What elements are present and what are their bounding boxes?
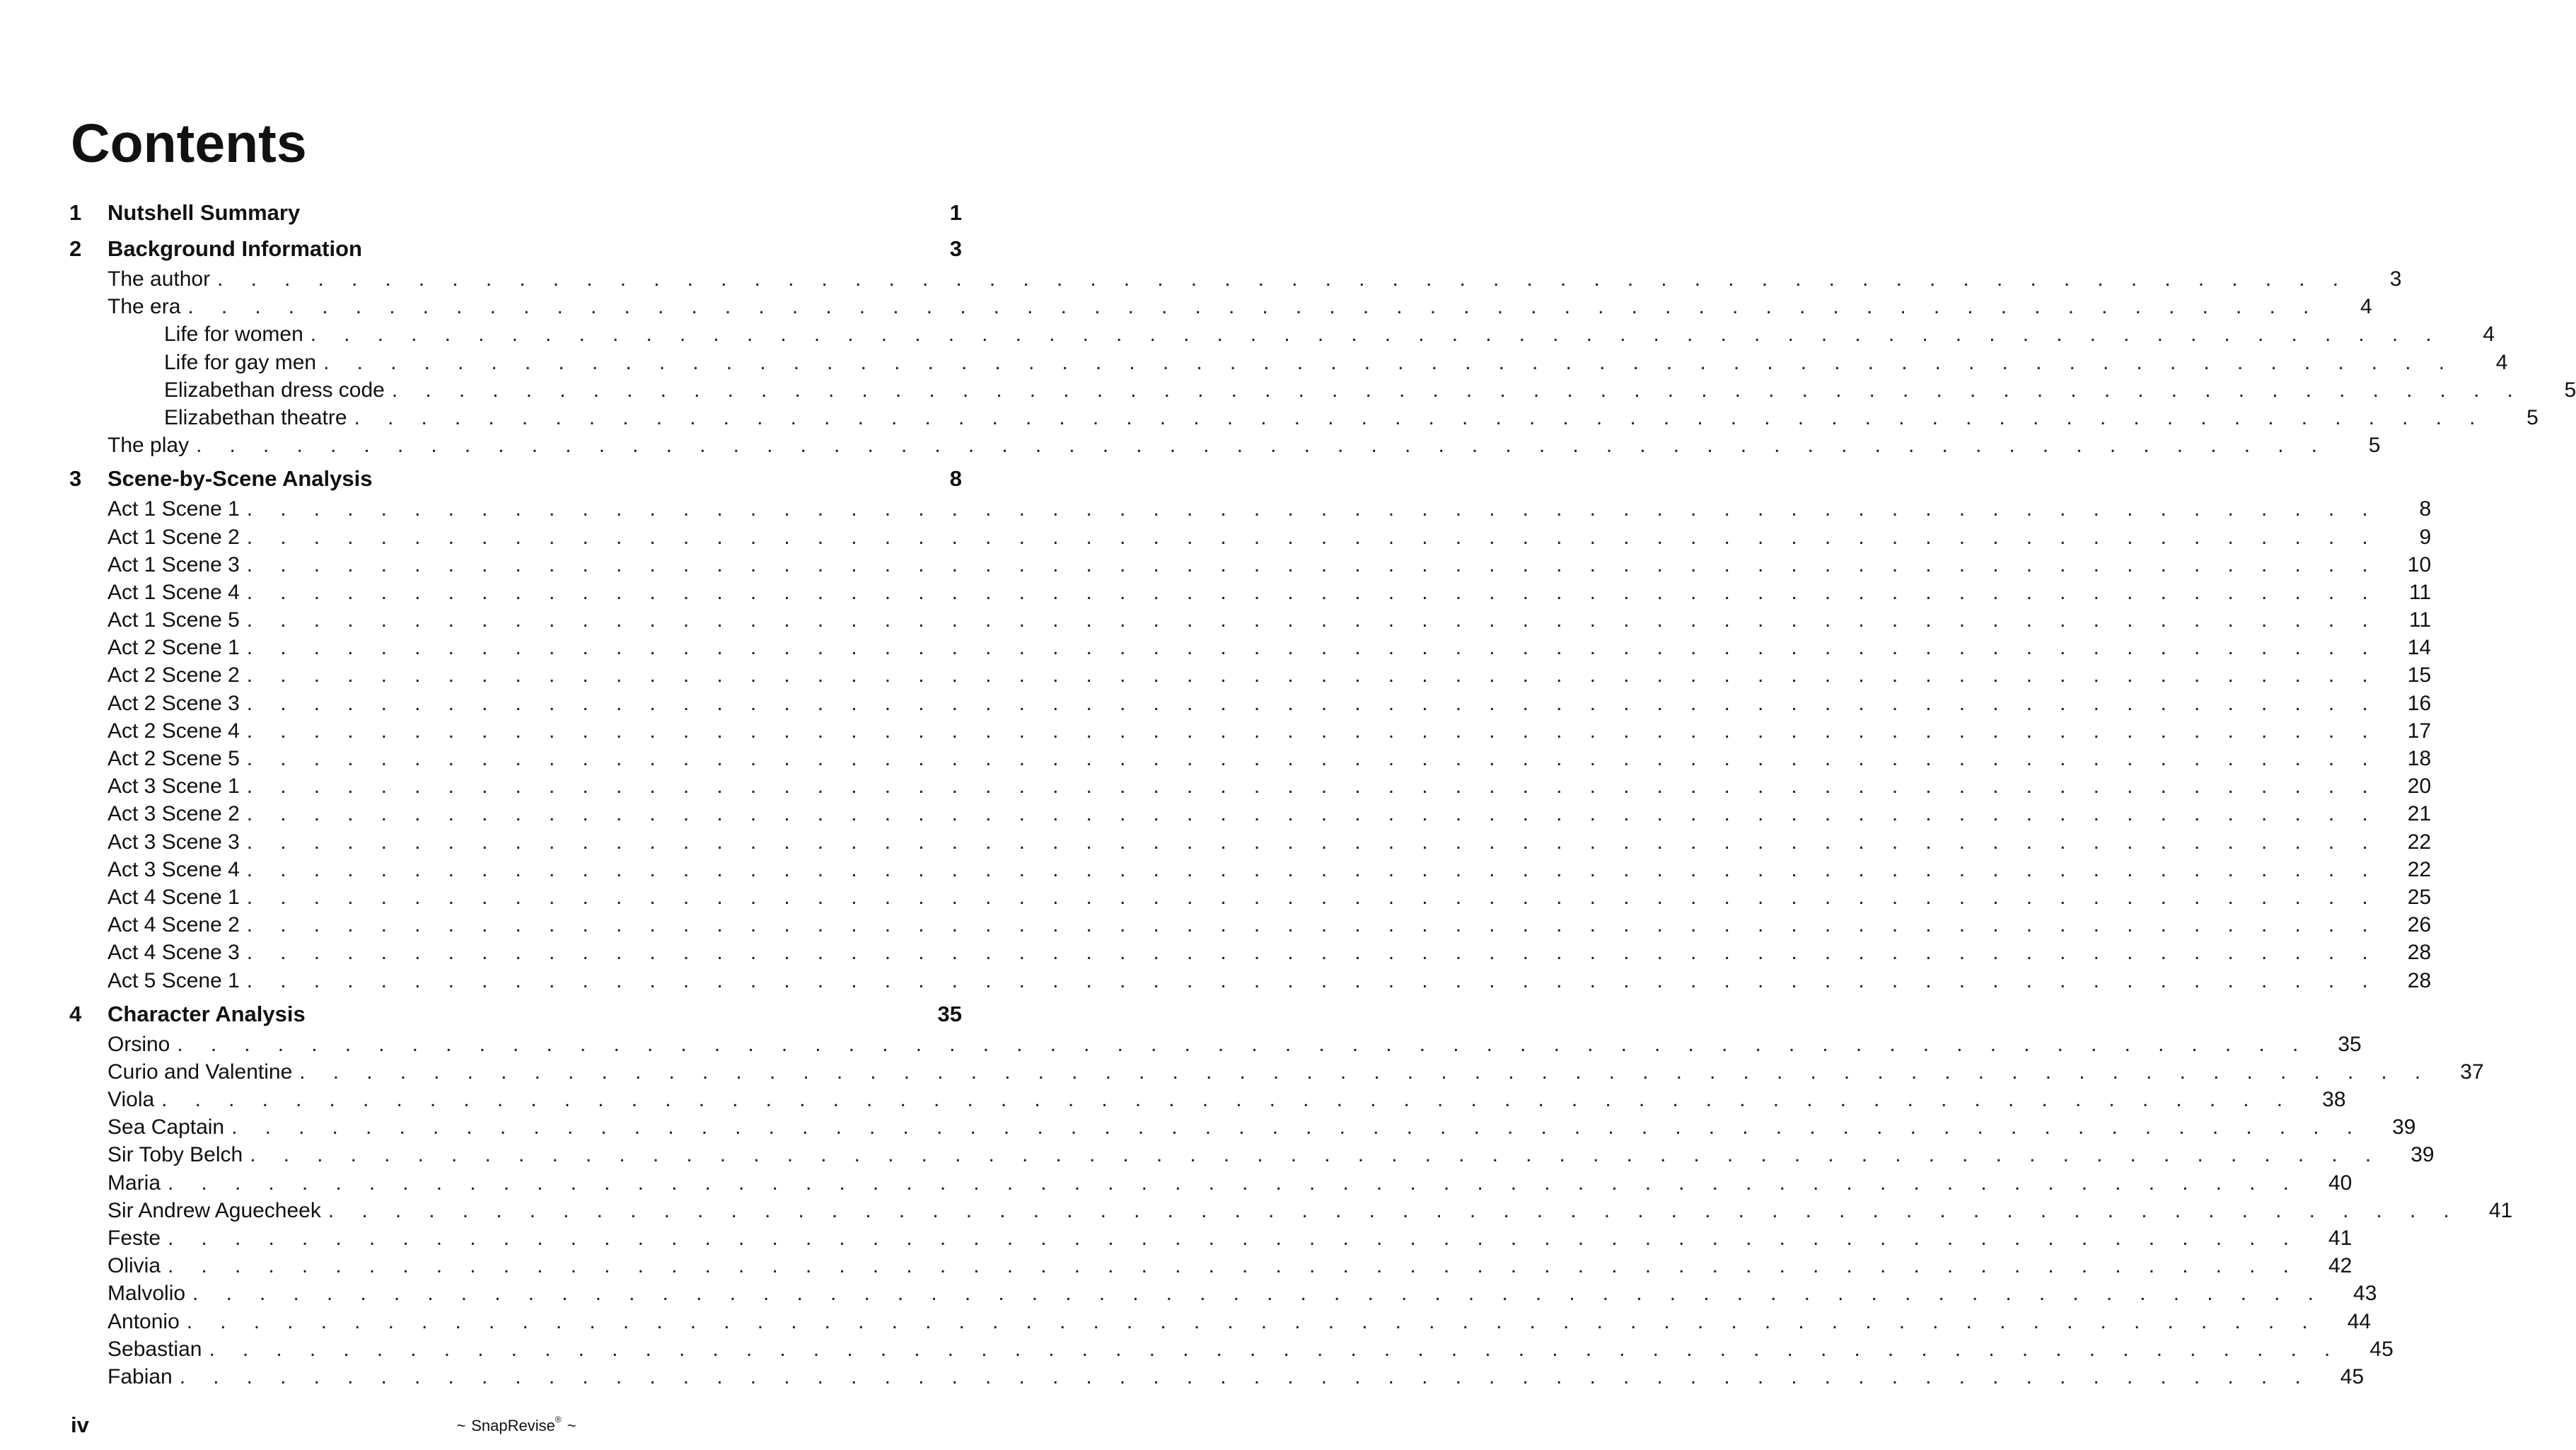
entry-title: Sir Andrew Aguecheek xyxy=(108,1198,321,1222)
toc-chapter xyxy=(69,1001,2513,1393)
dot-leader: . . . . . . . . . . . . . . . . . . . . . . . . . . . . . . . . . . . . . . . . . . . . . . . . . . . . . . . . . . . . . . . . xyxy=(299,1060,2432,1084)
toc-entry[interactable] xyxy=(69,968,2432,997)
entry-title: Act 3 Scene 3 xyxy=(108,830,240,854)
entry-page-number: 5 xyxy=(2368,434,2381,458)
entry-title: Act 4 Scene 2 xyxy=(108,913,240,937)
dot-leader: . . . . . . . . . . . . . . . . . . . . . . . . . . . . . . . . . . . . . . . . . . . . . . . . . . . . . . . . . . . . . . . . xyxy=(186,1309,2319,1333)
toc-entry[interactable] xyxy=(69,941,2432,968)
dot-leader: . . . . . . . . . . . . . . . . . . . . . . . . . . . . . . . . . . . . . . . . . . . . . . . . . . . . . . . . . . . . . . . . xyxy=(310,323,2443,347)
dot-leader: . . . . . . . . . . . . . . . . . . . . . . . . . . . . . . . . . . . . . . . . . . . . . . . . . . . . . . . . . . . . . . . . xyxy=(246,497,2379,521)
dot-leader: . . . . . . . . . . . . . . . . . . . . . . . . . . . . . . . . . . . . . . . . . . . . . . . . . . . . . . . . . . . . . . . . xyxy=(246,608,2379,632)
entry-title: Act 2 Scene 5 xyxy=(108,747,240,770)
entry-page-number: 22 xyxy=(2407,857,2432,881)
entry-title: Act 1 Scene 5 xyxy=(108,608,240,632)
registered-mark: ® xyxy=(555,1414,562,1425)
toc-entry[interactable] xyxy=(69,663,2432,691)
toc-entry[interactable] xyxy=(69,1060,2484,1088)
chapter-title: Background Information xyxy=(108,236,362,261)
entry-title: Life for women xyxy=(164,323,303,347)
entry-page-number: 17 xyxy=(2407,719,2432,743)
toc-chapter xyxy=(69,466,2432,996)
chapter-title: Nutshell Summary xyxy=(108,200,301,225)
entry-title: Act 4 Scene 1 xyxy=(108,885,240,909)
toc-entry[interactable] xyxy=(69,405,2539,434)
entry-page-number: 37 xyxy=(2460,1060,2484,1084)
entry-page-number: 8 xyxy=(2419,497,2432,521)
toc-entry[interactable] xyxy=(69,295,2372,323)
chapter-title: Character Analysis xyxy=(108,1001,306,1026)
entry-page-number: 4 xyxy=(2495,350,2508,374)
dot-leader: . . . . . . . . . . . . . . . . . . . . . . . . . . . . . . . . . . . . . . . . . . . . . . . . . . . . . . . . . . . . . . . . xyxy=(192,1282,2325,1306)
dot-leader: . . . . . . . . . . . . . . . . . . . . . . . . . . . . . . . . . . . . . . . . . . . . . . . . . . . . . . . . . . . . . . . . xyxy=(246,636,2379,660)
entry-title: Elizabethan dress code xyxy=(164,378,385,402)
brand-name: SnapRevise xyxy=(471,1417,555,1434)
entry-page-number: 10 xyxy=(2407,552,2432,576)
toc-entry[interactable] xyxy=(69,267,2402,295)
dot-leader: . . . . . . . . . . . . . . . . . . . . . . . . . . . . . . . . . . . . . . . . . . . . . . . . . . . . . . . . . . . . . . . . xyxy=(246,580,2379,604)
entry-title: Sea Captain xyxy=(108,1115,225,1139)
entry-page-number: 35 xyxy=(2338,1032,2362,1056)
entry-page-number: 11 xyxy=(2408,580,2432,604)
toc-entry[interactable] xyxy=(69,1309,2372,1338)
entry-title: Act 1 Scene 3 xyxy=(108,552,240,576)
entry-page-number: 38 xyxy=(2322,1088,2346,1112)
entry-title: Malvolio xyxy=(108,1282,186,1306)
toc-entry[interactable] xyxy=(69,552,2432,581)
toc-entry[interactable] xyxy=(69,1282,2377,1309)
entry-title: Elizabethan theatre xyxy=(164,405,347,429)
entry-page-number: 43 xyxy=(2353,1282,2377,1306)
entry-title: Act 3 Scene 4 xyxy=(108,857,240,881)
toc-entry[interactable] xyxy=(69,1032,2362,1060)
toc-entry[interactable] xyxy=(69,497,2432,525)
dot-leader: . . . . . . . . . . . . . . . . . . . . . . . . . . . . . . . . . . . . . . . . . . . . . . . . . . . . . . . . . . . . . . . . xyxy=(246,913,2379,937)
entry-title: Act 2 Scene 4 xyxy=(108,719,240,743)
dot-leader: . . . . . . . . . . . . . . . . . . . . . . . . . . . . . . . . . . . . . . . . . . . . . . . . . . . . . . . . . . . . . . . . xyxy=(209,1337,2341,1361)
toc-entry[interactable] xyxy=(69,719,2432,747)
dot-leader: . . . . . . . . . . . . . . . . . . . . . . . . . . . . . . . . . . . . . . . . . . . . . . . . . . . . . . . . . . . . . . . . xyxy=(246,968,2379,992)
chapter-page-number: 1 xyxy=(949,200,962,225)
entry-title: Act 5 Scene 1 xyxy=(108,968,240,992)
dot-leader: . . . . . . . . . . . . . . . . . . . . . . . . . . . . . . . . . . . . . . . . . . . . . . . . . . . . . . . . . . . . . . . . xyxy=(187,295,2320,319)
chapter-heading[interactable] xyxy=(69,236,962,267)
chapter-number: 1 xyxy=(69,200,82,225)
chapter-heading[interactable] xyxy=(69,466,962,497)
entry-page-number: 5 xyxy=(2526,405,2539,429)
toc-entry[interactable] xyxy=(69,608,2432,636)
entry-title: Act 3 Scene 1 xyxy=(108,775,240,799)
entry-title: Sebastian xyxy=(108,1337,202,1361)
entry-title: Feste xyxy=(108,1226,161,1250)
toc-entry[interactable] xyxy=(69,1088,2346,1115)
toc-chapter xyxy=(69,236,2576,461)
entry-page-number: 18 xyxy=(2407,747,2432,770)
entry-title: The play xyxy=(108,434,190,458)
entry-title: Sir Toby Belch xyxy=(108,1143,243,1167)
entry-page-number: 41 xyxy=(2328,1226,2352,1250)
dot-leader: . . . . . . . . . . . . . . . . . . . . . . . . . . . . . . . . . . . . . . . . . . . . . . . . . . . . . . . . . . . . . . . . xyxy=(217,267,2350,291)
toc-entry[interactable] xyxy=(69,350,2508,378)
toc-entry[interactable] xyxy=(69,434,2381,461)
dot-leader: . . . . . . . . . . . . . . . . . . . . . . . . . . . . . . . . . . . . . . . . . . . . . . . . . . . . . . . . . . . . . . . . xyxy=(327,1198,2461,1222)
toc-entry[interactable] xyxy=(69,1364,2365,1393)
entry-title: Antonio xyxy=(108,1309,180,1333)
entry-title: Curio and Valentine xyxy=(108,1060,293,1084)
entry-page-number: 28 xyxy=(2407,941,2432,965)
entry-page-number: 25 xyxy=(2407,885,2432,909)
entry-title: Fabian xyxy=(108,1364,173,1388)
toc-entry[interactable] xyxy=(69,1337,2394,1365)
dot-leader: . . . . . . . . . . . . . . . . . . . . . . . . . . . . . . . . . . . . . . . . . . . . . . . . . . . . . . . . . . . . . . . . xyxy=(246,857,2379,881)
dot-leader: . . . . . . . . . . . . . . . . . . . . . . . . . . . . . . . . . . . . . . . . . . . . . . . . . . . . . . . . . . . . . . . . xyxy=(323,350,2456,374)
entry-title: Act 4 Scene 3 xyxy=(108,941,240,965)
entry-title: Maria xyxy=(108,1171,161,1195)
toc-entry[interactable] xyxy=(69,885,2432,913)
dot-leader: . . . . . . . . . . . . . . . . . . . . . . . . . . . . . . . . . . . . . . . . . . . . . . . . . . . . . . . . . . . . . . . . xyxy=(246,941,2379,965)
entry-page-number: 21 xyxy=(2407,802,2432,826)
table-of-contents xyxy=(69,200,2576,1393)
dot-leader: . . . . . . . . . . . . . . . . . . . . . . . . . . . . . . . . . . . . . . . . . . . . . . . . . . . . . . . . . . . . . . . . xyxy=(246,552,2379,576)
dot-leader: . . . . . . . . . . . . . . . . . . . . . . . . . . . . . . . . . . . . . . . . . . . . . . . . . . . . . . . . . . . . . . . . xyxy=(246,747,2379,770)
toc-entry[interactable] xyxy=(69,1115,2416,1143)
entry-title: Act 1 Scene 1 xyxy=(108,497,240,521)
toc-entry[interactable] xyxy=(69,323,2495,350)
entry-page-number: 15 xyxy=(2407,663,2432,688)
toc-entry[interactable] xyxy=(69,913,2432,941)
toc-entry[interactable] xyxy=(69,378,2576,406)
toc-entry[interactable] xyxy=(69,691,2432,719)
tilde-left-glyph: ~ xyxy=(456,1417,466,1434)
chapter-number: 4 xyxy=(69,1001,82,1026)
entry-title: Olivia xyxy=(108,1254,161,1278)
entry-page-number: 42 xyxy=(2328,1254,2352,1278)
entry-title: The author xyxy=(108,267,211,291)
toc-entry[interactable] xyxy=(69,1198,2513,1226)
page-footer xyxy=(71,1413,962,1441)
dot-leader: . . . . . . . . . . . . . . . . . . . . . . . . . . . . . . . . . . . . . . . . . . . . . . . . . . . . . . . . . . . . . . . . xyxy=(179,1364,2312,1388)
dot-leader: . . . . . . . . . . . . . . . . . . . . . . . . . . . . . . . . . . . . . . . . . . . . . . . . . . . . . . . . . . . . . . . . xyxy=(246,802,2379,826)
entry-page-number: 4 xyxy=(2360,295,2372,319)
toc-entry[interactable] xyxy=(69,525,2432,553)
toc-entry[interactable] xyxy=(69,830,2432,858)
entry-page-number: 28 xyxy=(2407,968,2432,992)
entry-title: Act 3 Scene 2 xyxy=(108,802,240,826)
entry-page-number: 39 xyxy=(2410,1143,2435,1167)
entry-title: Act 2 Scene 1 xyxy=(108,636,240,660)
chapter-page-number: 8 xyxy=(949,466,962,492)
dot-leader: . . . . . . . . . . . . . . . . . . . . . . . . . . . . . . . . . . . . . . . . . . . . . . . . . . . . . . . . . . . . . . . . xyxy=(246,719,2379,743)
chapter-heading[interactable] xyxy=(69,200,962,231)
dot-leader: . . . . . . . . . . . . . . . . . . . . . . . . . . . . . . . . . . . . . . . . . . . . . . . . . . . . . . . . . . . . . . . . xyxy=(168,1254,2300,1278)
dot-leader: . . . . . . . . . . . . . . . . . . . . . . . . . . . . . . . . . . . . . . . . . . . . . . . . . . . . . . . . . . . . . . . . xyxy=(246,663,2379,688)
chapter-page-number: 35 xyxy=(937,1001,962,1026)
entry-title: Viola xyxy=(108,1088,155,1112)
toc-entry[interactable] xyxy=(69,580,2432,608)
dot-leader: . . . . . . . . . . . . . . . . . . . . . . . . . . . . . . . . . . . . . . . . . . . . . . . . . . . . . . . . . . . . . . . . xyxy=(161,1088,2294,1112)
entry-page-number: 26 xyxy=(2407,913,2432,937)
footer-brand xyxy=(71,1414,962,1435)
entry-page-number: 44 xyxy=(2347,1309,2372,1333)
chapter-title: Scene-by-Scene Analysis xyxy=(108,466,373,492)
entry-page-number: 4 xyxy=(2483,323,2495,347)
entry-title: Act 2 Scene 2 xyxy=(108,663,240,688)
dot-leader: . . . . . . . . . . . . . . . . . . . . . . . . . . . . . . . . . . . . . . . . . . . . . . . . . . . . . . . . . . . . . . . . xyxy=(168,1226,2300,1250)
dot-leader: . . . . . . . . . . . . . . . . . . . . . . . . . . . . . . . . . . . . . . . . . . . . . . . . . . . . . . . . . . . . . . . . xyxy=(246,691,2379,715)
dot-leader: . . . . . . . . . . . . . . . . . . . . . . . . . . . . . . . . . . . . . . . . . . . . . . . . . . . . . . . . . . . . . . . . xyxy=(391,378,2524,402)
toc-entry[interactable] xyxy=(69,1143,2435,1171)
entry-page-number: 41 xyxy=(2488,1198,2513,1222)
entry-page-number: 39 xyxy=(2392,1115,2416,1139)
toc-entry[interactable] xyxy=(69,775,2432,802)
toc-entry[interactable] xyxy=(69,1171,2352,1199)
entry-page-number: 5 xyxy=(2564,378,2576,402)
entry-title: Orsino xyxy=(108,1032,170,1056)
dot-leader: . . . . . . . . . . . . . . . . . . . . . . . . . . . . . . . . . . . . . . . . . . . . . . . . . . . . . . . . . . . . . . . . xyxy=(246,525,2379,549)
toc-chapter xyxy=(69,200,962,231)
entry-title: Life for gay men xyxy=(164,350,317,374)
dot-leader: . . . . . . . . . . . . . . . . . . . . . . . . . . . . . . . . . . . . . . . . . . . . . . . . . . . . . . . . . . . . . . . . xyxy=(246,830,2379,854)
entry-page-number: 11 xyxy=(2408,608,2432,632)
chapter-page-number: 3 xyxy=(949,236,962,261)
entry-page-number: 9 xyxy=(2419,525,2432,549)
entry-title: Act 1 Scene 4 xyxy=(108,580,240,604)
entry-page-number: 20 xyxy=(2407,775,2432,799)
entry-title: Act 2 Scene 3 xyxy=(108,691,240,715)
entry-page-number: 22 xyxy=(2407,830,2432,854)
entry-page-number: 40 xyxy=(2328,1171,2352,1195)
dot-leader: . . . . . . . . . . . . . . . . . . . . . . . . . . . . . . . . . . . . . . . . . . . . . . . . . . . . . . . . . . . . . . . . xyxy=(354,405,2486,429)
toc-entry[interactable] xyxy=(69,802,2432,830)
chapter-number: 3 xyxy=(69,466,82,492)
entry-page-number: 3 xyxy=(2389,267,2402,291)
entry-title: Act 1 Scene 2 xyxy=(108,525,240,549)
page-title: Contents xyxy=(71,113,307,174)
entry-title: The era xyxy=(108,295,181,319)
toc-entry[interactable] xyxy=(69,857,2432,886)
entry-page-number: 14 xyxy=(2407,636,2432,660)
toc-entry[interactable] xyxy=(69,636,2432,663)
chapter-number: 2 xyxy=(69,236,82,261)
dot-leader: . . . . . . . . . . . . . . . . . . . . . . . . . . . . . . . . . . . . . . . . . . . . . . . . . . . . . . . . . . . . . . . . xyxy=(250,1143,2382,1167)
footer-page-number: iv xyxy=(71,1413,89,1437)
dot-leader: . . . . . . . . . . . . . . . . . . . . . . . . . . . . . . . . . . . . . . . . . . . . . . . . . . . . . . . . . . . . . . . . xyxy=(246,885,2379,909)
entry-page-number: 45 xyxy=(2340,1364,2365,1388)
dot-leader: . . . . . . . . . . . . . . . . . . . . . . . . . . . . . . . . . . . . . . . . . . . . . . . . . . . . . . . . . . . . . . . . xyxy=(246,775,2379,799)
entry-page-number: 45 xyxy=(2369,1337,2394,1361)
toc-entry[interactable] xyxy=(69,1254,2352,1282)
entry-page-number: 16 xyxy=(2407,691,2432,715)
dot-leader: . . . . . . . . . . . . . . . . . . . . . . . . . . . . . . . . . . . . . . . . . . . . . . . . . . . . . . . . . . . . . . . . xyxy=(168,1171,2300,1195)
dot-leader: . . . . . . . . . . . . . . . . . . . . . . . . . . . . . . . . . . . . . . . . . . . . . . . . . . . . . . . . . . . . . . . . xyxy=(196,434,2328,458)
dot-leader: . . . . . . . . . . . . . . . . . . . . . . . . . . . . . . . . . . . . . . . . . . . . . . . . . . . . . . . . . . . . . . . . xyxy=(177,1032,2309,1056)
dot-leader: . . . . . . . . . . . . . . . . . . . . . . . . . . . . . . . . . . . . . . . . . . . . . . . . . . . . . . . . . . . . . . . . xyxy=(231,1115,2364,1139)
chapter-heading[interactable] xyxy=(69,1002,962,1033)
toc-entry[interactable] xyxy=(69,747,2432,775)
toc-entry[interactable] xyxy=(69,1226,2352,1254)
tilde-right-glyph: ~ xyxy=(567,1417,576,1434)
